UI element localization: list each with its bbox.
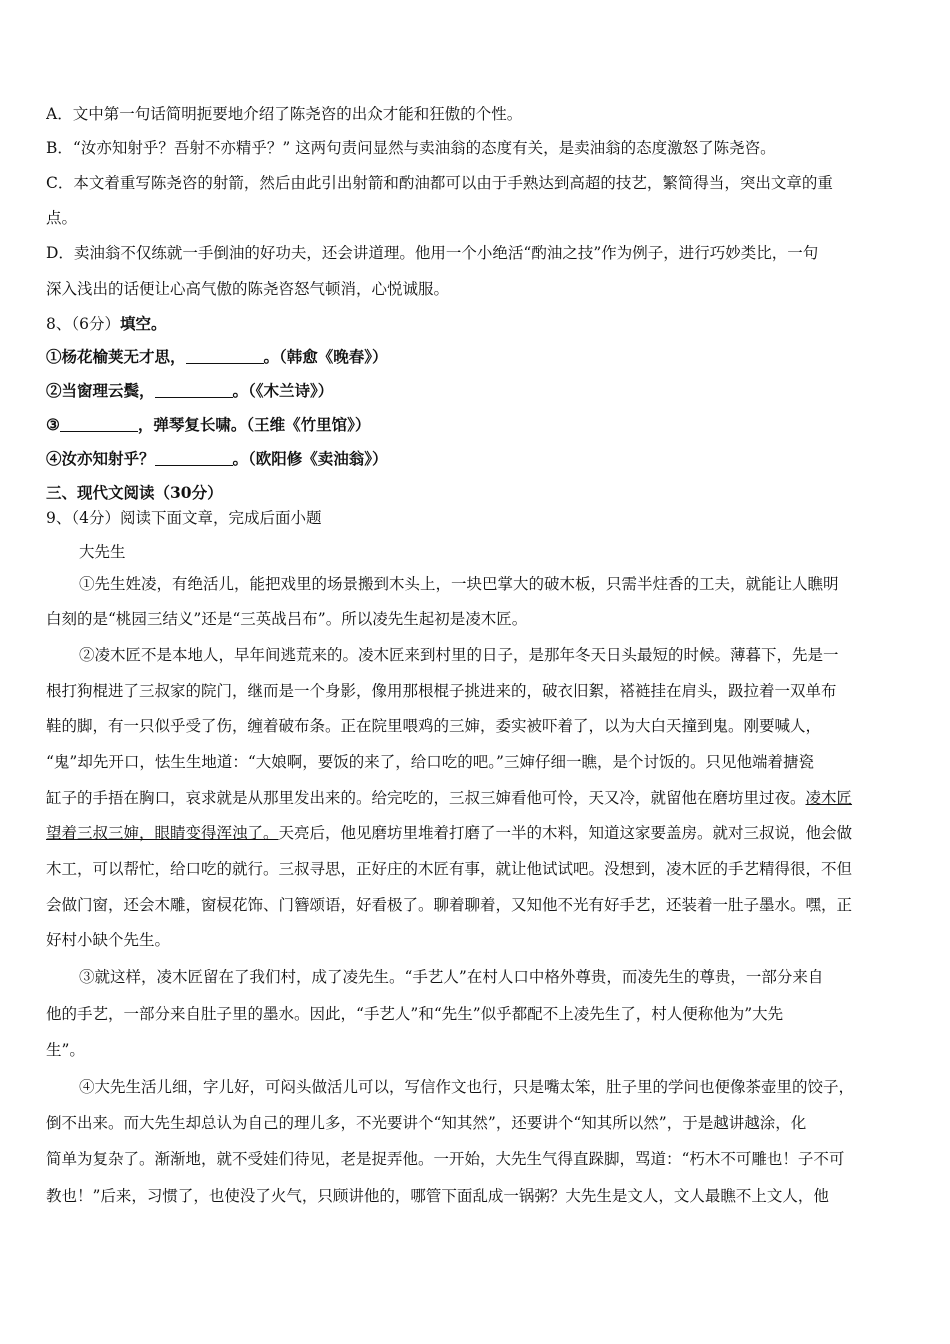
q8-item-3-prompt: ③: [46, 415, 60, 434]
q8-title: 填空。: [119, 314, 167, 333]
q8-item-4: [46, 449, 906, 469]
q8-item-4-source: 。（欧阳修《卖油翁》）: [232, 449, 388, 468]
paragraph-2-line-1: ②凌木匠不是本地人，早年间逃荒来的。凌木匠来到村里的日子，是那年冬天日头最短的时候。薄暮下，先是一: [79, 646, 839, 664]
paragraph-2-line-7: 木工，可以帮忙，给口吃的就行。三叔寻思，正好庄的木匠有事，就让他试试吧。没想到，凌木匠的手艺精得很，不但: [46, 860, 853, 878]
q8-item-2-source: 。（《木兰诗》）: [232, 381, 334, 400]
q7-option-d-line1: D．卖油翁不仅练就一手倒油的好功夫，还会讲道理。他用一个小绝活“酌油之技”作为例子，进行巧妙类比，一句: [46, 244, 819, 262]
paragraph-2-line-5: [46, 788, 906, 808]
paragraph-2-line-2: 根打狗棍进了三叔家的院门，继而是一个身影，像用那根棍子挑进来的，破衣旧絮，褡裢挂在肩头，趿拉着一双单布: [46, 682, 837, 700]
paragraph-2-line-5-text: 缸子的手捂在胸口，哀求就是从那里发出来的。给完吃的，三叔三婶看他可怜，天又冷，就留他在磨坊里过夜。: [46, 789, 806, 807]
q8-item-3: [46, 415, 906, 435]
paragraph-2-line-6: [46, 823, 906, 843]
paragraph-2-line-8: 会做门窗，还会木雕，窗棂花饰、门簪颂语，好看极了。聊着聊着，又知他不光有好手艺，还装着一肚子墨水。嘿，正: [46, 896, 853, 914]
q8-item-2-prompt: ②当窗理云鬓，: [46, 381, 155, 400]
paragraph-4-line-1: ④大先生活儿细，字儿好，可闷头做活儿可以，写信作文也行，只是嘴太笨，肚子里的学问也便像茶壶里的饺子，: [79, 1078, 855, 1096]
paragraph-4-line-3: 简单为复杂了。渐渐地，就不受娃们待见，老是捉弄他。一开始，大先生气得直跺脚，骂道：“朽木不可雕也！子不可: [46, 1150, 845, 1168]
section-3-heading: 三、现代文阅读（30分）: [46, 483, 223, 502]
paragraph-2-line-3: 鞋的脚，有一只似乎受了伤，缠着破布条。正在院里喂鸡的三婶，委实被吓着了，以为大白天撞到鬼。刚要喊人，: [46, 717, 822, 735]
q7-option-c-line1: C．本文着重写陈尧咨的射箭，然后由此引出射箭和酌油都可以由于手熟达到高超的技艺，繁简得当，突出文章的重: [46, 174, 833, 192]
underlined-sentence-start: 凌木匠: [805, 789, 853, 807]
q8-number: 8、（6分）: [46, 315, 120, 333]
q7-option-d-line2: 深入浅出的话便让心高气傲的陈尧咨怒气顿消，心悦诚服。: [46, 280, 450, 298]
paragraph-2-line-9: 好村小缺个先生。: [46, 931, 171, 949]
paragraph-4-line-4: 教也！”后来，习惯了，也使没了火气，只顾讲他的，哪管下面乱成一锅粥？大先生是文人，文人最瞧不上文人，他: [46, 1187, 829, 1205]
paragraph-1-line-1: ①先生姓凌，有绝活儿，能把戏里的场景搬到木头上，一块巴掌大的破木板，只需半炷香的工夫，就能让人瞧明: [79, 575, 839, 593]
article-title: 大先生: [79, 543, 126, 561]
paragraph-2-line-4: “鬼”却先开口，怯生生地道：“大娘啊，要饭的来了，给口吃的吧。”三婶仔细一瞧，是个讨饭的。只见他端着搪瓷: [46, 753, 814, 771]
q7-option-b: B．“汝亦知射乎？吾射不亦精乎？” 这两句责问显然与卖油翁的态度有关，是卖油翁的态度激怒了陈尧咨。: [46, 139, 776, 157]
paragraph-4-line-2: 倒不出来。而大先生却总认为自己的理儿多，不光要讲个“知其然”，还要讲个“知其所以然”，于是越讲越涂，化: [46, 1114, 807, 1132]
paragraph-2-line-6-text: 天亮后，他见磨坊里堆着打磨了一半的木料，知道这家要盖房。就对三叔说，他会做: [278, 824, 853, 842]
q9-heading: 9、（4分）阅读下面文章，完成后面小题: [46, 509, 322, 527]
q8-item-4-prompt: ④汝亦知射乎？: [46, 449, 155, 468]
q7-option-c-line2: 点。: [46, 209, 78, 227]
answer-blank[interactable]: [155, 382, 233, 398]
paragraph-1-line-2: 白刻的是“桃园三结义”还是“三英战吕布”。所以凌先生起初是凌木匠。: [46, 610, 528, 628]
paragraph-3-line-2: 他的手艺，一部分来自肚子里的墨水。因此，“手艺人”和“先生”似乎都配不上凌先生了，村人便称他为”大先: [46, 1005, 784, 1023]
q8-item-3-source: ，弹琴复长啸。（王维《竹里馆》）: [137, 415, 371, 434]
q8-heading: [46, 314, 906, 334]
q8-item-1: [46, 347, 906, 367]
underlined-sentence-end: 望着三叔三婶，眼睛变得浑浊了。: [46, 824, 279, 842]
paragraph-3-line-1: ③就这样，凌木匠留在了我们村，成了凌先生。“手艺人”在村人口中格外尊贵，而凌先生的尊贵，一部分来自: [79, 968, 824, 986]
answer-blank[interactable]: [60, 416, 138, 432]
q7-option-a: A．文中第一句话简明扼要地介绍了陈尧咨的出众才能和狂傲的个性。: [46, 105, 523, 123]
answer-blank[interactable]: [155, 450, 233, 466]
q8-item-2: [46, 381, 906, 401]
q8-item-1-source: 。（韩愈《晚春》）: [263, 347, 388, 366]
q8-item-1-prompt: ①杨花榆荚无才思，: [46, 347, 186, 366]
paragraph-3-line-3: 生”。: [46, 1041, 85, 1059]
answer-blank[interactable]: [186, 348, 264, 364]
